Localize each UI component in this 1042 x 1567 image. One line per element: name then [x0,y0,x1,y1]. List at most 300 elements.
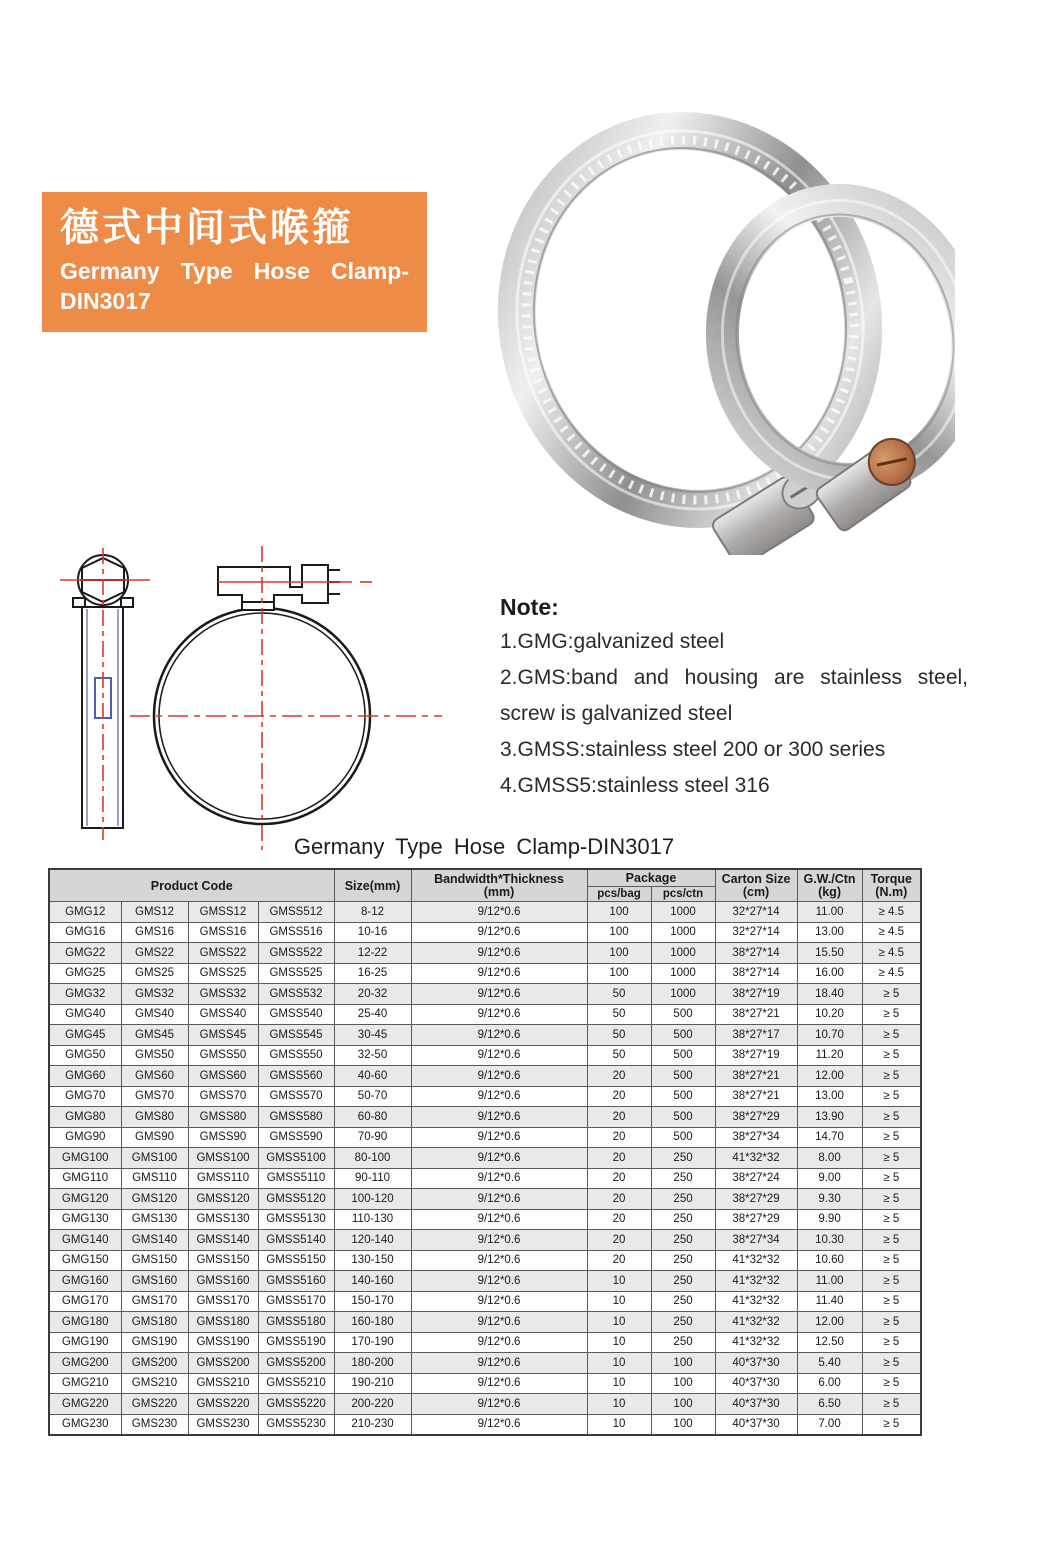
table-cell: GMS190 [121,1332,188,1353]
table-cell: 9/12*0.6 [411,984,587,1005]
table-cell: 40*37*30 [715,1394,797,1415]
table-cell: 9/12*0.6 [411,1148,587,1169]
table-cell: 1000 [651,984,715,1005]
table-cell: GMSS210 [188,1373,258,1394]
table-cell: GMS230 [121,1414,188,1435]
table-cell: GMS160 [121,1271,188,1292]
table-cell: 9/12*0.6 [411,1209,587,1230]
table-cell: GMG32 [49,984,121,1005]
table-cell: 60-80 [334,1107,411,1128]
table-row [49,1271,921,1292]
table-cell: GMG210 [49,1373,121,1394]
table-row [49,1332,921,1353]
table-cell: ≥ 5 [862,1127,921,1148]
table-cell: GMSS90 [188,1127,258,1148]
note-line: 1.GMG:galvanized steel [500,630,725,653]
header-size: Size(mm) [334,869,411,902]
table-cell: GMS32 [121,984,188,1005]
table-cell: GMS12 [121,902,188,923]
header-carton-size: Carton Size (cm) [715,869,797,902]
table-cell: 190-210 [334,1373,411,1394]
table-cell: 100 [651,1373,715,1394]
table-cell: GMSS180 [188,1312,258,1333]
table-cell: GMSS5120 [258,1189,334,1210]
table-cell: 38*27*17 [715,1025,797,1046]
table-cell: 9/12*0.6 [411,1066,587,1087]
table-cell: GMSS5230 [258,1414,334,1435]
table-cell: 41*32*32 [715,1271,797,1292]
table-cell: GMSS522 [258,943,334,964]
table-cell: 100 [587,943,651,964]
table-cell: GMSS545 [258,1025,334,1046]
table-cell: 250 [651,1271,715,1292]
table-cell: 100 [651,1353,715,1374]
table-cell: 10 [587,1414,651,1435]
table-cell: 38*27*24 [715,1168,797,1189]
table-cell: 100 [587,963,651,984]
table-row [49,1414,921,1435]
table-cell: GMG220 [49,1394,121,1415]
table-cell: 25-40 [334,1004,411,1025]
header-pcs-bag: pcs/bag [587,887,651,902]
table-cell: 41*32*32 [715,1312,797,1333]
table-cell: ≥ 5 [862,1250,921,1271]
table-cell: 250 [651,1168,715,1189]
table-cell: 6.00 [797,1373,862,1394]
table-cell: GMG60 [49,1066,121,1087]
table-row [49,1127,921,1148]
table-row [49,1353,921,1374]
table-cell: 38*27*34 [715,1127,797,1148]
table-cell: 20 [587,1127,651,1148]
table-cell: GMG230 [49,1414,121,1435]
table-cell: ≥ 5 [862,1189,921,1210]
table-cell: 10.20 [797,1004,862,1025]
table-cell: 20 [587,1189,651,1210]
table-cell: 9/12*0.6 [411,1353,587,1374]
note-line: 3.GMSS:stainless steel 200 or 300 series [500,738,886,761]
table-cell: 40*37*30 [715,1353,797,1374]
table-cell: 38*27*21 [715,1066,797,1087]
note-heading: Note: [500,594,559,620]
table-cell: GMSS150 [188,1250,258,1271]
table-cell: 1000 [651,943,715,964]
table-cell: 1000 [651,902,715,923]
spec-table-body [49,902,921,1436]
table-cell: 9.00 [797,1168,862,1189]
table-cell: 210-230 [334,1414,411,1435]
table-cell: 11.20 [797,1045,862,1066]
table-cell: GMG100 [49,1148,121,1169]
table-cell: 500 [651,1025,715,1046]
table-cell: GMSS580 [258,1107,334,1128]
table-row [49,984,921,1005]
table-cell: 20 [587,1230,651,1251]
table-cell: 10 [587,1312,651,1333]
table-cell: ≥ 5 [862,1353,921,1374]
table-cell: GMG120 [49,1189,121,1210]
table-row [49,1394,921,1415]
table-cell: 32-50 [334,1045,411,1066]
table-cell: 38*27*19 [715,1045,797,1066]
table-cell: 90-110 [334,1168,411,1189]
table-cell: 9/12*0.6 [411,1373,587,1394]
product-title-chinese: 德式中间式喉箍 [60,207,355,250]
table-row [49,1250,921,1271]
header-torque: Torque (N.m) [862,869,921,902]
table-cell: 110-130 [334,1209,411,1230]
table-cell: GMSS25 [188,963,258,984]
table-cell: GMSS70 [188,1086,258,1107]
table-cell: 38*27*21 [715,1086,797,1107]
table-cell: 6.50 [797,1394,862,1415]
table-cell: 41*32*32 [715,1332,797,1353]
table-cell: GMS150 [121,1250,188,1271]
table-cell: 10 [587,1271,651,1292]
table-cell: GMG25 [49,963,121,984]
table-cell: GMG190 [49,1332,121,1353]
table-cell: 11.40 [797,1291,862,1312]
header-gross-weight: G.W./Ctn (kg) [797,869,862,902]
table-cell: 16.00 [797,963,862,984]
table-cell: 70-90 [334,1127,411,1148]
table-cell: 12-22 [334,943,411,964]
table-cell: GMS40 [121,1004,188,1025]
table-cell: 10 [587,1291,651,1312]
table-cell: 1000 [651,922,715,943]
table-row [49,963,921,984]
table-cell: 9/12*0.6 [411,1291,587,1312]
table-cell: GMSS525 [258,963,334,984]
table-cell: GMSS5220 [258,1394,334,1415]
table-cell: GMSS220 [188,1394,258,1415]
table-cell: 20 [587,1107,651,1128]
table-cell: 250 [651,1148,715,1169]
table-row [49,1291,921,1312]
table-cell: GMSS22 [188,943,258,964]
table-row [49,1066,921,1087]
table-cell: GMG110 [49,1168,121,1189]
table-cell: GMSS100 [188,1148,258,1169]
table-cell: GMS200 [121,1353,188,1374]
table-cell: GMG12 [49,902,121,923]
table-cell: 50 [587,1025,651,1046]
table-cell: ≥ 5 [862,1168,921,1189]
table-cell: 50 [587,1045,651,1066]
table-cell: 200-220 [334,1394,411,1415]
table-cell: GMSS130 [188,1209,258,1230]
table-row [49,1107,921,1128]
table-cell: 9/12*0.6 [411,922,587,943]
table-cell: GMSS570 [258,1086,334,1107]
table-cell: ≥ 5 [862,1271,921,1292]
table-row [49,1086,921,1107]
table-cell: 10 [587,1332,651,1353]
table-cell: 32*27*14 [715,902,797,923]
table-cell: 8.00 [797,1148,862,1169]
table-cell: 10-16 [334,922,411,943]
table-row [49,1230,921,1251]
table-cell: 10.60 [797,1250,862,1271]
table-row [49,1168,921,1189]
table-cell: GMSS190 [188,1332,258,1353]
table-cell: GMSS5130 [258,1209,334,1230]
table-cell: 40*37*30 [715,1373,797,1394]
table-cell: GMG200 [49,1353,121,1374]
header-pcs-ctn: pcs/ctn [651,887,715,902]
table-row [49,1045,921,1066]
table-cell: 14.70 [797,1127,862,1148]
table-cell: 9/12*0.6 [411,1086,587,1107]
table-row [49,1025,921,1046]
table-cell: 50 [587,984,651,1005]
table-cell: 40*37*30 [715,1414,797,1435]
header-product-code: Product Code [49,869,334,902]
table-cell: GMS220 [121,1394,188,1415]
table-cell: 30-45 [334,1025,411,1046]
table-cell: 9/12*0.6 [411,1045,587,1066]
table-cell: 250 [651,1312,715,1333]
table-cell: 50-70 [334,1086,411,1107]
table-cell: 41*32*32 [715,1250,797,1271]
table-cell: GMS180 [121,1312,188,1333]
table-cell: 10 [587,1353,651,1374]
table-cell: 500 [651,1066,715,1087]
table-cell: GMS45 [121,1025,188,1046]
table-cell: ≥ 5 [862,1209,921,1230]
table-cell: ≥ 4.5 [862,922,921,943]
table-cell: GMS25 [121,963,188,984]
table-cell: 20-32 [334,984,411,1005]
table-cell: 5.40 [797,1353,862,1374]
table-cell: ≥ 5 [862,1107,921,1128]
table-cell: 100 [587,902,651,923]
table-row [49,902,921,923]
table-cell: 500 [651,1107,715,1128]
table-cell: GMS120 [121,1189,188,1210]
table-cell: GMS16 [121,922,188,943]
table-cell: 9/12*0.6 [411,1332,587,1353]
table-cell: GMS210 [121,1373,188,1394]
spec-table-container [48,868,922,1436]
note-line: screw is galvanized steel [500,702,733,725]
table-row [49,1148,921,1169]
table-cell: GMSS5140 [258,1230,334,1251]
table-cell: 10 [587,1394,651,1415]
table-cell: 20 [587,1250,651,1271]
table-cell: 250 [651,1230,715,1251]
table-cell: 80-100 [334,1148,411,1169]
table-cell: 38*27*19 [715,984,797,1005]
hose-clamp-photo [495,85,955,555]
table-cell: 100 [651,1394,715,1415]
table-cell: 38*27*14 [715,943,797,964]
note-line: 4.GMSS5:stainless steel 316 [500,774,770,797]
table-cell: 9/12*0.6 [411,1107,587,1128]
spec-table [48,868,922,1436]
table-cell: GMS50 [121,1045,188,1066]
table-cell: 12.00 [797,1312,862,1333]
table-cell: ≥ 5 [862,1086,921,1107]
table-cell: GMG22 [49,943,121,964]
header-bandwidth: Bandwidth*Thickness (mm) [411,869,587,902]
table-cell: ≥ 5 [862,1394,921,1415]
table-cell: GMSS170 [188,1291,258,1312]
table-cell: 11.00 [797,1271,862,1292]
table-cell: 20 [587,1168,651,1189]
note-line: 2.GMS:band and housing are stainless steel, [500,666,968,689]
table-cell: GMG150 [49,1250,121,1271]
table-cell: 250 [651,1209,715,1230]
table-cell: 160-180 [334,1312,411,1333]
table-cell: GMSS5210 [258,1373,334,1394]
table-cell: 8-12 [334,902,411,923]
table-cell: 1000 [651,963,715,984]
table-cell: GMG40 [49,1004,121,1025]
header-package: Package [587,869,715,887]
table-cell: GMS100 [121,1148,188,1169]
table-cell: GMG160 [49,1271,121,1292]
table-cell: GMS90 [121,1127,188,1148]
table-cell: 41*32*32 [715,1291,797,1312]
table-cell: GMSS230 [188,1414,258,1435]
table-cell: 130-150 [334,1250,411,1271]
table-cell: ≥ 5 [862,1332,921,1353]
table-cell: GMSS516 [258,922,334,943]
table-cell: GMG50 [49,1045,121,1066]
table-cell: 18.40 [797,984,862,1005]
table-cell: 9/12*0.6 [411,1250,587,1271]
table-cell: 9/12*0.6 [411,1230,587,1251]
table-cell: 9/12*0.6 [411,1025,587,1046]
table-cell: 170-190 [334,1332,411,1353]
table-cell: ≥ 5 [862,1230,921,1251]
table-row [49,943,921,964]
table-cell: 250 [651,1332,715,1353]
table-cell: GMSS160 [188,1271,258,1292]
table-cell: GMG16 [49,922,121,943]
table-cell: GMS60 [121,1066,188,1087]
table-cell: ≥ 4.5 [862,943,921,964]
table-cell: 180-200 [334,1353,411,1374]
table-row [49,1373,921,1394]
table-cell: 38*27*34 [715,1230,797,1251]
table-cell: GMSS560 [258,1066,334,1087]
table-row [49,1209,921,1230]
table-cell: 9/12*0.6 [411,1414,587,1435]
table-cell: GMS80 [121,1107,188,1128]
table-cell: GMSS550 [258,1045,334,1066]
table-cell: ≥ 5 [862,1373,921,1394]
table-cell: 10.30 [797,1230,862,1251]
table-cell: GMG130 [49,1209,121,1230]
table-cell: GMSS12 [188,902,258,923]
table-cell: ≥ 5 [862,1414,921,1435]
table-cell: 38*27*14 [715,963,797,984]
table-cell: GMSS532 [258,984,334,1005]
product-title-english-line2: DIN3017 [60,288,151,314]
table-cell: 100-120 [334,1189,411,1210]
table-cell: 15.50 [797,943,862,964]
table-cell: 40-60 [334,1066,411,1087]
clamp-technical-drawing [42,542,462,852]
table-cell: 9/12*0.6 [411,1312,587,1333]
table-cell: 9/12*0.6 [411,943,587,964]
table-cell: GMSS80 [188,1107,258,1128]
table-cell: GMSS110 [188,1168,258,1189]
table-cell: GMS140 [121,1230,188,1251]
table-cell: ≥ 5 [862,1025,921,1046]
table-cell: GMSS40 [188,1004,258,1025]
table-cell: 100 [651,1414,715,1435]
table-cell: 38*27*29 [715,1189,797,1210]
table-cell: 20 [587,1086,651,1107]
table-cell: GMS70 [121,1086,188,1107]
table-cell: GMSS5150 [258,1250,334,1271]
table-cell: 32*27*14 [715,922,797,943]
table-cell: 7.00 [797,1414,862,1435]
table-cell: 9/12*0.6 [411,963,587,984]
table-title: Germany Type Hose Clamp-DIN3017 [293,834,675,859]
table-cell: ≥ 5 [862,984,921,1005]
table-cell: 11.00 [797,902,862,923]
table-cell: 120-140 [334,1230,411,1251]
table-cell: 500 [651,1086,715,1107]
table-cell: ≥ 5 [862,1066,921,1087]
table-cell: 250 [651,1250,715,1271]
table-cell: 100 [587,922,651,943]
table-cell: GMSS540 [258,1004,334,1025]
table-row [49,1312,921,1333]
table-cell: GMSS140 [188,1230,258,1251]
table-cell: GMSS512 [258,902,334,923]
table-cell: 50 [587,1004,651,1025]
table-cell: GMSS45 [188,1025,258,1046]
table-cell: GMSS5180 [258,1312,334,1333]
table-cell: 20 [587,1209,651,1230]
table-cell: 38*27*29 [715,1209,797,1230]
table-cell: GMS170 [121,1291,188,1312]
table-cell: GMSS120 [188,1189,258,1210]
table-cell: 9.30 [797,1189,862,1210]
table-cell: 9.90 [797,1209,862,1230]
table-cell: GMSS16 [188,922,258,943]
table-cell: GMS110 [121,1168,188,1189]
table-cell: GMSS5110 [258,1168,334,1189]
product-title-english-line1: Germany Type Hose Clamp- [60,258,409,284]
table-cell: 12.50 [797,1332,862,1353]
table-cell: 9/12*0.6 [411,1168,587,1189]
table-cell: ≥ 5 [862,1291,921,1312]
table-cell: 500 [651,1127,715,1148]
table-cell: ≥ 5 [862,1148,921,1169]
table-cell: GMSS5190 [258,1332,334,1353]
table-cell: GMS130 [121,1209,188,1230]
table-cell: 500 [651,1045,715,1066]
table-cell: GMG180 [49,1312,121,1333]
table-cell: GMSS200 [188,1353,258,1374]
table-cell: 150-170 [334,1291,411,1312]
table-cell: 250 [651,1189,715,1210]
table-cell: ≥ 5 [862,1312,921,1333]
table-cell: 10 [587,1373,651,1394]
table-cell: GMSS590 [258,1127,334,1148]
product-banner [42,192,427,332]
table-cell: 9/12*0.6 [411,1189,587,1210]
table-cell: GMSS5160 [258,1271,334,1292]
table-cell: ≥ 5 [862,1004,921,1025]
table-cell: GMS22 [121,943,188,964]
